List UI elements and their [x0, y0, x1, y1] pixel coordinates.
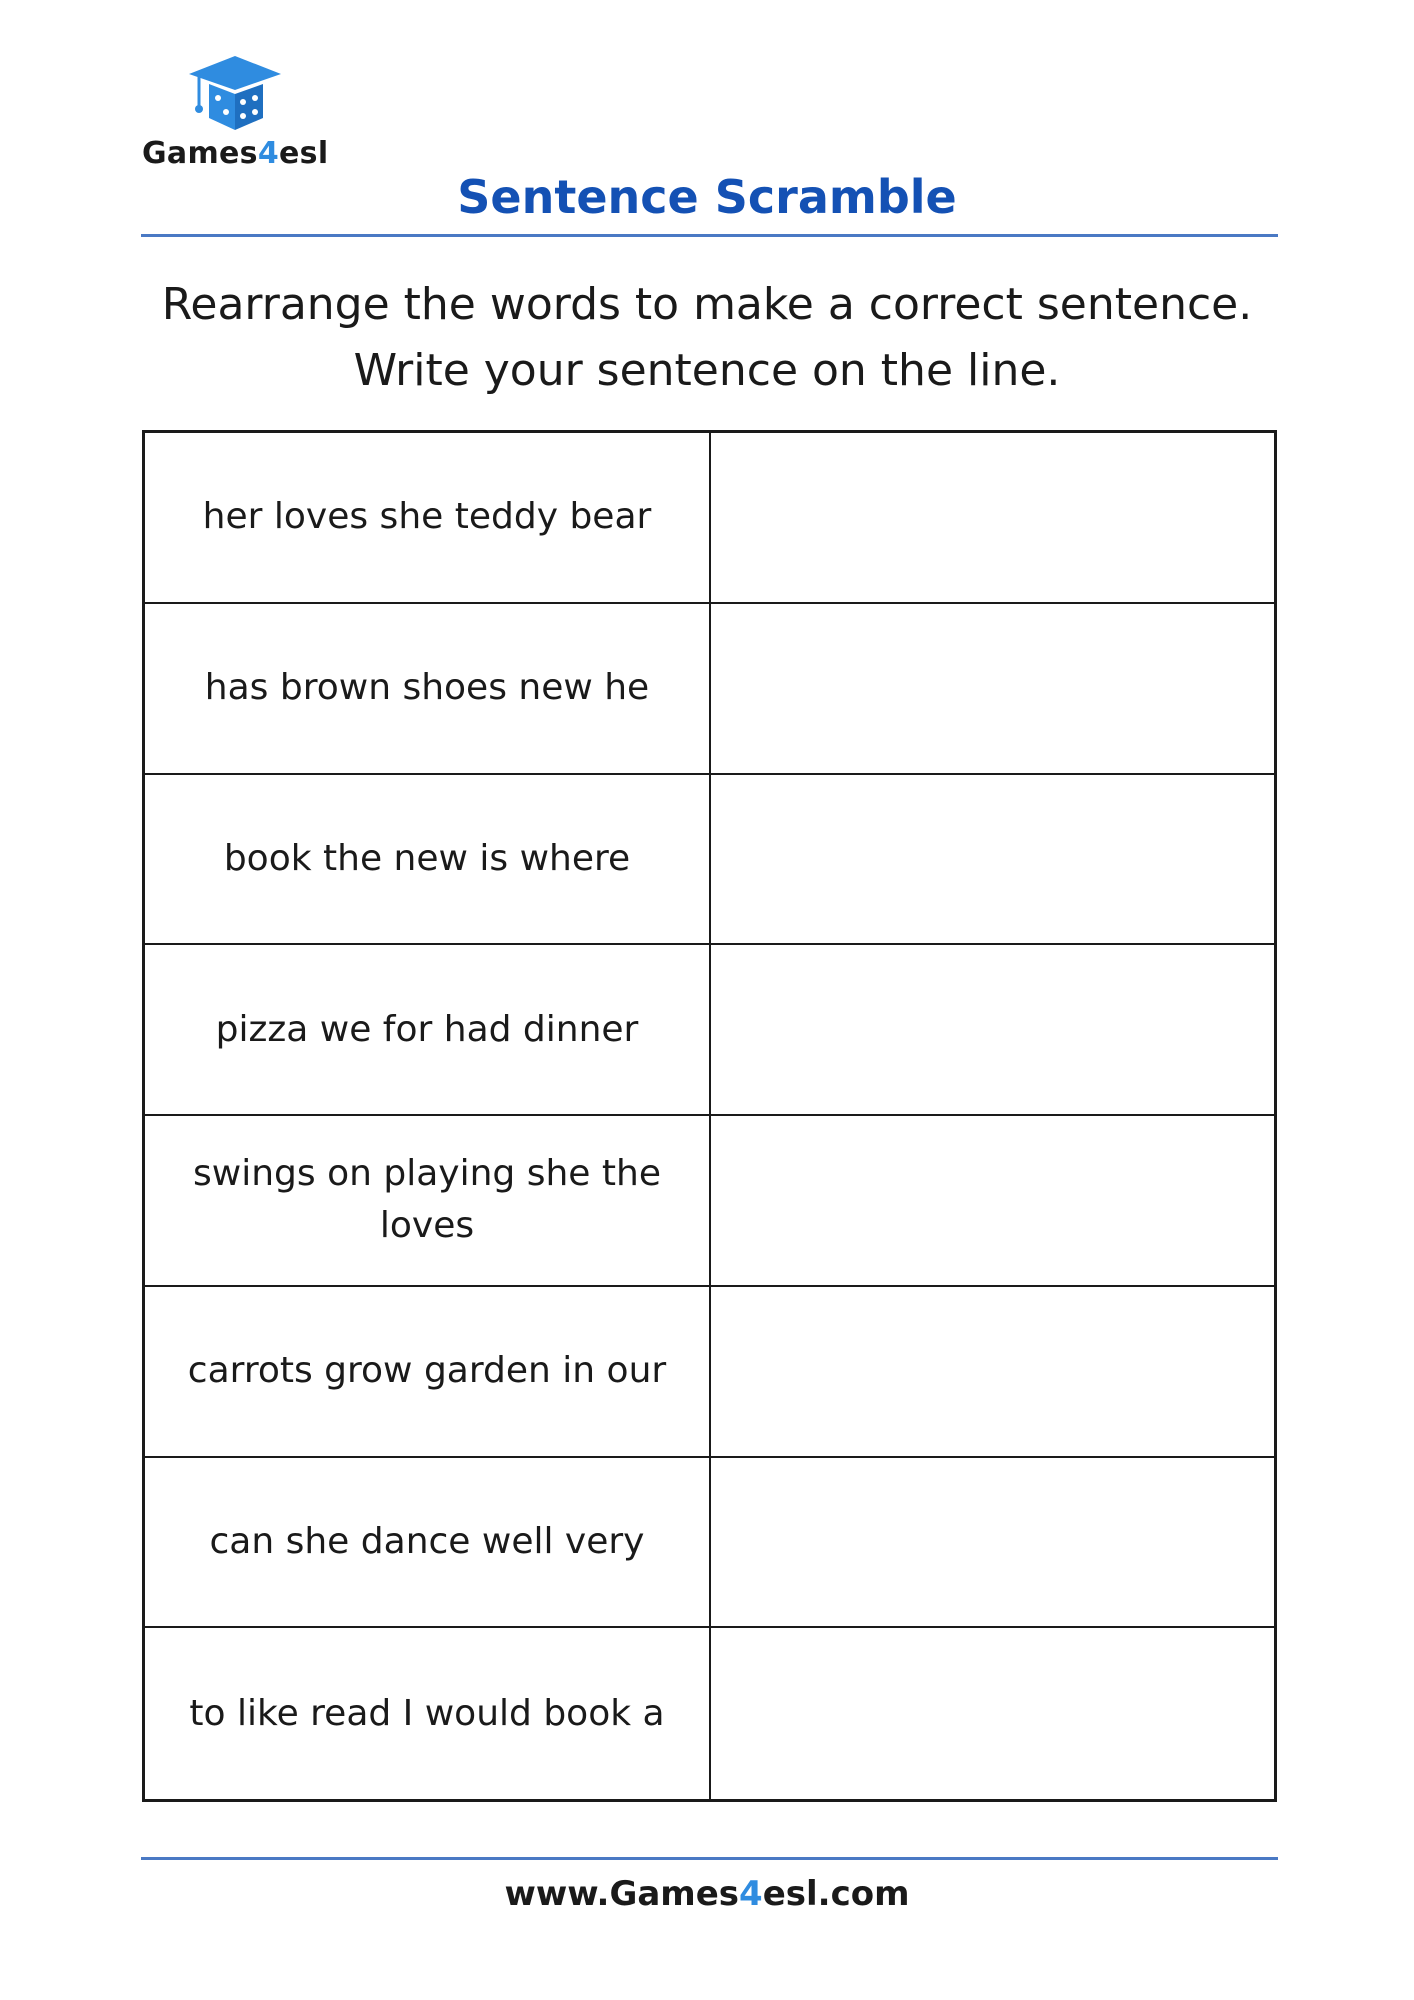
answer-box[interactable] — [711, 945, 1274, 1116]
scrambled-words: has brown shoes new he — [145, 604, 711, 775]
answer-box[interactable] — [711, 433, 1274, 604]
scrambled-words: to like read I would book a — [145, 1628, 711, 1799]
scrambled-words: pizza we for had dinner — [145, 945, 711, 1116]
instruction-line: Rearrange the words to make a correct sentence. — [161, 279, 1253, 330]
instruction-line: Write your sentence on the line. — [353, 345, 1061, 396]
footer-url-part: esl.com — [762, 1874, 910, 1914]
footer-url-part: www.Games — [504, 1874, 740, 1914]
brand-name — [142, 136, 328, 171]
scrambled-words: her loves she teddy bear — [145, 433, 711, 604]
answer-box[interactable] — [711, 604, 1274, 775]
answer-box[interactable] — [711, 1287, 1274, 1458]
footer-url — [0, 1874, 1414, 1914]
brand-name-part: Games — [142, 136, 258, 171]
answer-box[interactable] — [711, 1458, 1274, 1629]
page-title: Sentence Scramble — [457, 170, 957, 224]
title-divider — [141, 234, 1278, 237]
footer-divider — [141, 1857, 1278, 1860]
scrambled-words: carrots grow garden in our — [145, 1287, 711, 1458]
scrambled-words: book the new is where — [145, 775, 711, 946]
answer-box[interactable] — [711, 775, 1274, 946]
brand-name-part: esl — [279, 136, 329, 171]
brand-name-accent: 4 — [257, 136, 280, 171]
instructions — [0, 272, 1414, 404]
scrambled-words: can she dance well very — [145, 1458, 711, 1629]
footer-url-accent: 4 — [739, 1874, 763, 1914]
answer-box[interactable] — [711, 1628, 1274, 1799]
answer-box[interactable] — [711, 1116, 1274, 1287]
graduation-cap-dice-icon — [185, 54, 285, 134]
brand-logo — [140, 54, 340, 184]
scrambled-words: swings on playing she the loves — [145, 1116, 711, 1287]
exercise-table — [142, 430, 1277, 1802]
